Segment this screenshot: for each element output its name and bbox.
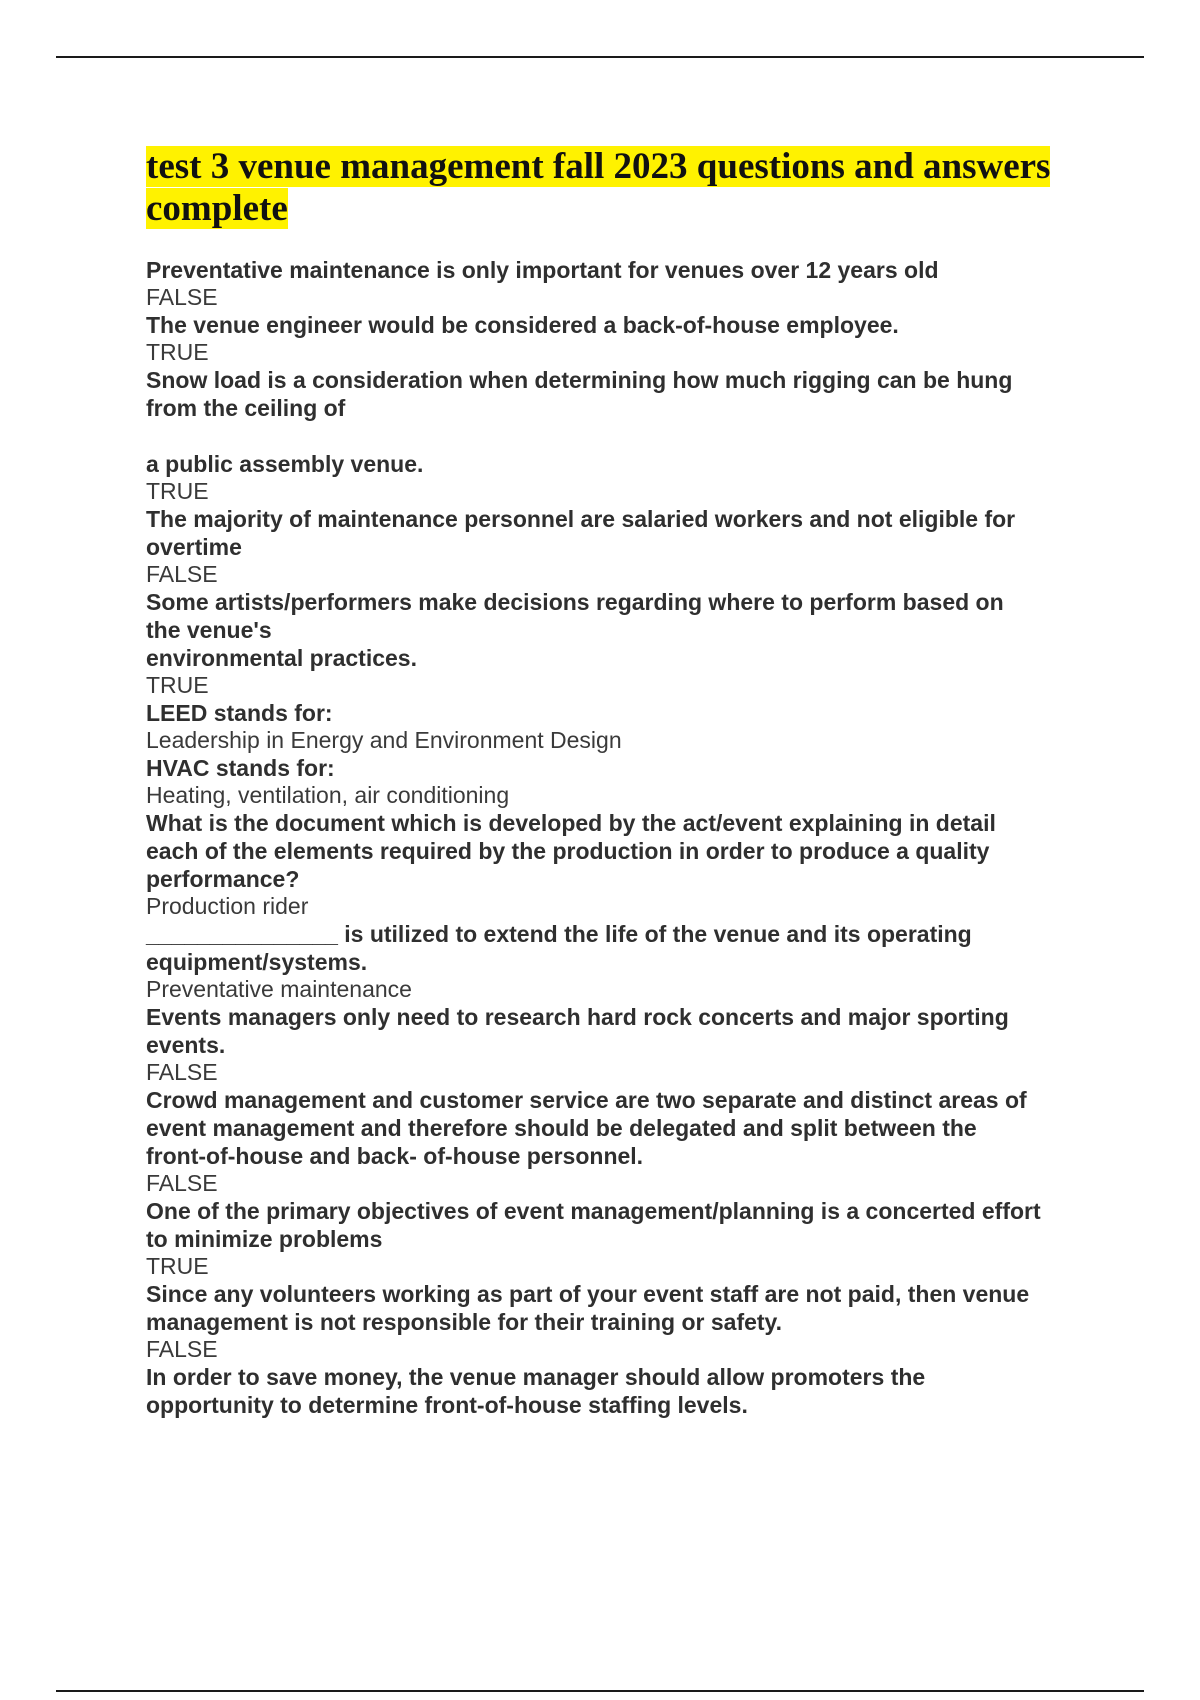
answer-text: Leadership in Energy and Environment Design (146, 727, 622, 753)
answer-text: TRUE (146, 339, 209, 365)
question-text: Preventative maintenance is only important for venues over 12 years old (146, 257, 939, 283)
answer-text: Heating, ventilation, air conditioning (146, 782, 510, 808)
question-text: Some artists/performers make decisions regarding where to perform based on the venue's environmental practices. (146, 589, 1004, 671)
answer-text: FALSE (146, 561, 218, 587)
question-text: LEED stands for: (146, 700, 333, 726)
footer-rule (56, 1690, 1144, 1692)
question-text: The venue engineer would be considered a back-of-house employee. (146, 312, 899, 338)
question-text: One of the primary objectives of event management/planning is a concerted effort to minimize problems (146, 1198, 1041, 1252)
answer-text: FALSE (146, 1336, 218, 1362)
question-text: HVAC stands for: (146, 755, 335, 781)
document-content (146, 146, 1096, 1419)
question-text: In order to save money, the venue manager should allow promoters the opportunity to determine front-of-house staffing levels. (146, 1364, 926, 1418)
question-text: Events managers only need to research hard rock concerts and major sporting events. (146, 1004, 1009, 1058)
answer-text: TRUE (146, 1253, 209, 1279)
answer-text: FALSE (146, 1059, 218, 1085)
answer-text: Preventative maintenance (146, 976, 412, 1002)
answer-text: TRUE (146, 478, 209, 504)
question-text: The majority of maintenance personnel are salaried workers and not eligible for overtime (146, 506, 1016, 560)
document-title (146, 146, 1096, 230)
question-text: Snow load is a consideration when determining how much rigging can be hung from the ceiling of a public assembly venue. (146, 367, 1013, 477)
qa-list (146, 256, 1096, 1419)
title-highlight: test 3 venue management fall 2023 questions and answers complete (146, 146, 1051, 229)
question-text: _______________ is utilized to extend the life of the venue and its operating equipment/systems. (146, 921, 972, 975)
answer-text: FALSE (146, 1170, 218, 1196)
question-text: Since any volunteers working as part of your event staff are not paid, then venue management is not responsible for their training or safety. (146, 1281, 1030, 1335)
header-rule (56, 56, 1144, 58)
question-text: Crowd management and customer service are two separate and distinct areas of event management and therefore should be delegated and split between the front-of-house and back- of-house personnel. (146, 1087, 1027, 1169)
question-text: What is the document which is developed by the act/event explaining in detail each of the elements required by the production in order to produce a quality performance? (146, 810, 996, 892)
answer-text: Production rider (146, 893, 309, 919)
answer-text: TRUE (146, 672, 209, 698)
answer-text: FALSE (146, 284, 218, 310)
